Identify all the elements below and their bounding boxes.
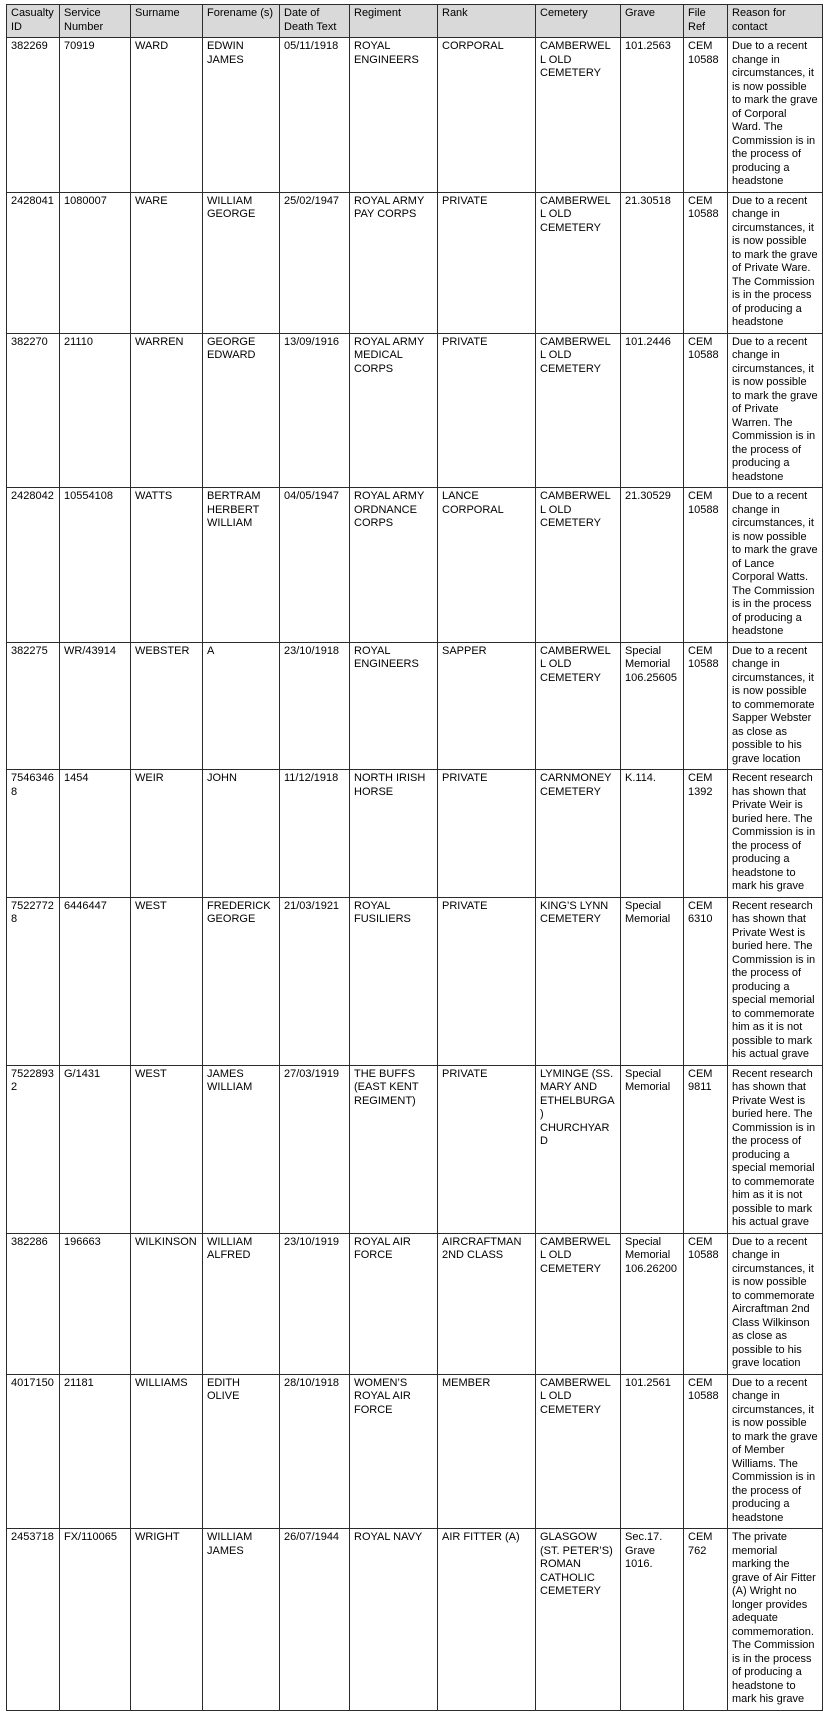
cell-service-number: 70919 [60,38,131,193]
cell-rank: MEMBER [438,1374,536,1529]
cell-service-number: FX/110065 [60,1529,131,1711]
cell-date-of-death: 05/11/1918 [280,38,350,193]
cell-file-ref: CEM 6310 [684,897,728,1065]
cell-file-ref: CEM 10588 [684,192,728,333]
cell-reason-for-contact: The private memorial marking the grave of Air Fitter (A) Wright no longer provides adequate commemoration. The Commission is in the process of producing a headstone to mark his grave [728,1529,823,1711]
table-row [7,1233,823,1374]
cell-casualty-id: 4017150 [7,1374,60,1529]
table-row [7,1065,823,1233]
cell-surname: WRIGHT [131,1529,203,1711]
cell-service-number: WR/43914 [60,642,131,770]
cell-regiment: ROYAL FUSILIERS [350,897,438,1065]
cell-forenames: BERTRAM HERBERT WILLIAM [203,488,280,643]
cell-surname: WATTS [131,488,203,643]
cell-grave: 101.2561 [621,1374,684,1529]
cell-date-of-death: 25/02/1947 [280,192,350,333]
cell-forenames: GEORGE EDWARD [203,333,280,488]
table-row [7,1374,823,1529]
cell-reason-for-contact: Due to a recent change in circumstances, it is now possible to mark the grave of Private Warren. The Commission is in the process of producing a headstone [728,333,823,488]
cell-regiment: WOMEN’S ROYAL AIR FORCE [350,1374,438,1529]
cell-surname: WARREN [131,333,203,488]
cell-reason-for-contact: Due to a recent change in circumstances, it is now possible to mark the grave of Corporal Ward. The Commission is in the process of producing a headstone [728,38,823,193]
cell-service-number: 1454 [60,770,131,898]
cell-rank: PRIVATE [438,192,536,333]
cell-service-number: 10554108 [60,488,131,643]
cell-cemetery: CAMBERWELL OLD CEMETERY [536,192,621,333]
cell-file-ref: CEM 10588 [684,488,728,643]
cell-casualty-id: 75228932 [7,1065,60,1233]
table-row [7,333,823,488]
cell-casualty-id: 75463468 [7,770,60,898]
column-header-casualty-id: Casualty ID [7,5,60,38]
cell-rank: PRIVATE [438,1065,536,1233]
cell-rank: PRIVATE [438,333,536,488]
cell-casualty-id: 75227728 [7,897,60,1065]
cell-forenames: WILLIAM GEORGE [203,192,280,333]
cell-forenames: WILLIAM ALFRED [203,1233,280,1374]
cell-casualty-id: 2428042 [7,488,60,643]
cell-grave: 101.2563 [621,38,684,193]
cell-date-of-death: 04/05/1947 [280,488,350,643]
cell-surname: WEIR [131,770,203,898]
table-row [7,488,823,643]
cell-forenames: EDITH OLIVE [203,1374,280,1529]
cell-file-ref: CEM 1392 [684,770,728,898]
cell-rank: LANCE CORPORAL [438,488,536,643]
cell-file-ref: CEM 9811 [684,1065,728,1233]
cell-cemetery: CAMBERWELL OLD CEMETERY [536,38,621,193]
cell-rank: PRIVATE [438,770,536,898]
cell-file-ref: CEM 10588 [684,1374,728,1529]
cell-date-of-death: 13/09/1916 [280,333,350,488]
cell-cemetery: CAMBERWELL OLD CEMETERY [536,333,621,488]
cell-cemetery: GLASGOW (ST. PETER’S) ROMAN CATHOLIC CEMETERY [536,1529,621,1711]
cell-casualty-id: 382286 [7,1233,60,1374]
cell-grave: Special Memorial 106.25605 [621,642,684,770]
cell-grave: Special Memorial [621,1065,684,1233]
cell-regiment: NORTH IRISH HORSE [350,770,438,898]
cell-rank: AIR FITTER (A) [438,1529,536,1711]
cell-regiment: ROYAL ENGINEERS [350,38,438,193]
cell-casualty-id: 2428041 [7,192,60,333]
cell-grave: Sec.17. Grave 1016. [621,1529,684,1711]
cell-date-of-death: 26/07/1944 [280,1529,350,1711]
column-header-surname: Surname [131,5,203,38]
cell-grave: K.114. [621,770,684,898]
cell-regiment: ROYAL AIR FORCE [350,1233,438,1374]
cell-rank: CORPORAL [438,38,536,193]
cell-reason-for-contact: Due to a recent change in circumstances, it is now possible to mark the grave of Member Williams. The Commission is in the process of producing a headstone [728,1374,823,1529]
column-header-forenames: Forename (s) [203,5,280,38]
cell-service-number: 196663 [60,1233,131,1374]
cell-cemetery: CARNMONEY CEMETERY [536,770,621,898]
cell-reason-for-contact: Recent research has shown that Private West is buried here. The Commission is in the process of producing a special memorial to commemorate him as it is not possible to mark his actual grave [728,897,823,1065]
cell-file-ref: CEM 10588 [684,642,728,770]
cell-surname: WEST [131,1065,203,1233]
cell-surname: WEST [131,897,203,1065]
cell-regiment: ROYAL ARMY ORDNANCE CORPS [350,488,438,643]
cell-date-of-death: 11/12/1918 [280,770,350,898]
cell-reason-for-contact: Due to a recent change in circumstances, it is now possible to commemorate Aircraftman 2nd Class Wilkinson as close as possible to his grave location [728,1233,823,1374]
cell-file-ref: CEM 10588 [684,333,728,488]
cell-casualty-id: 382270 [7,333,60,488]
cell-surname: WARD [131,38,203,193]
cell-service-number: 21110 [60,333,131,488]
cell-date-of-death: 21/03/1921 [280,897,350,1065]
cell-grave: 101.2446 [621,333,684,488]
cell-reason-for-contact: Recent research has shown that Private West is buried here. The Commission is in the process of producing a special memorial to commemorate him as it is not possible to mark his actual grave [728,1065,823,1233]
table-row [7,897,823,1065]
cell-grave: Special Memorial [621,897,684,1065]
cell-reason-for-contact: Due to a recent change in circumstances, it is now possible to commemorate Sapper Webster as close as possible to his grave location [728,642,823,770]
column-header-reason-for-contact: Reason for contact [728,5,823,38]
cell-service-number: 1080007 [60,192,131,333]
cell-cemetery: CAMBERWELL OLD CEMETERY [536,488,621,643]
table-body [7,38,823,1711]
cell-service-number: 21181 [60,1374,131,1529]
cell-reason-for-contact: Due to a recent change in circumstances, it is now possible to mark the grave of Private Ware. The Commission is in the process of producing a headstone [728,192,823,333]
cell-cemetery: CAMBERWELL OLD CEMETERY [536,1374,621,1529]
cell-reason-for-contact: Due to a recent change in circumstances, it is now possible to mark the grave of Lance Corporal Watts. The Commission is in the process of producing a headstone [728,488,823,643]
cell-forenames: EDWIN JAMES [203,38,280,193]
table-row [7,770,823,898]
cell-regiment: ROYAL ARMY MEDICAL CORPS [350,333,438,488]
column-header-rank: Rank [438,5,536,38]
cell-surname: WARE [131,192,203,333]
cell-casualty-id: 2453718 [7,1529,60,1711]
column-header-regiment: Regiment [350,5,438,38]
casualty-records-table [6,4,823,1711]
cell-surname: WILLIAMS [131,1374,203,1529]
cell-date-of-death: 27/03/1919 [280,1065,350,1233]
cell-regiment: ROYAL ENGINEERS [350,642,438,770]
cell-rank: PRIVATE [438,897,536,1065]
cell-grave: 21.30529 [621,488,684,643]
cell-reason-for-contact: Recent research has shown that Private Weir is buried here. The Commission is in the process of producing a headstone to mark his grave [728,770,823,898]
cell-regiment: ROYAL ARMY PAY CORPS [350,192,438,333]
table-row [7,192,823,333]
cell-forenames: WILLIAM JAMES [203,1529,280,1711]
cell-rank: AIRCRAFTMAN 2ND CLASS [438,1233,536,1374]
table-row [7,38,823,193]
cell-date-of-death: 23/10/1919 [280,1233,350,1374]
cell-cemetery: CAMBERWELL OLD CEMETERY [536,1233,621,1374]
cell-service-number: G/1431 [60,1065,131,1233]
cell-forenames: A [203,642,280,770]
cell-date-of-death: 23/10/1918 [280,642,350,770]
cell-regiment: ROYAL NAVY [350,1529,438,1711]
cell-forenames: FREDERICK GEORGE [203,897,280,1065]
cell-regiment: THE BUFFS (EAST KENT REGIMENT) [350,1065,438,1233]
cell-cemetery: KING’S LYNN CEMETERY [536,897,621,1065]
cell-file-ref: CEM 10588 [684,1233,728,1374]
table-header [7,5,823,38]
cell-casualty-id: 382269 [7,38,60,193]
column-header-file-ref: File Ref [684,5,728,38]
cell-surname: WEBSTER [131,642,203,770]
cell-file-ref: CEM 10588 [684,38,728,193]
column-header-cemetery: Cemetery [536,5,621,38]
column-header-service-number: Service Number [60,5,131,38]
cell-grave: Special Memorial 106.26200 [621,1233,684,1374]
table-row [7,642,823,770]
cell-grave: 21.30518 [621,192,684,333]
cell-casualty-id: 382275 [7,642,60,770]
cell-cemetery: LYMINGE (SS. MARY AND ETHELBURGA) CHURCHYARD [536,1065,621,1233]
cell-date-of-death: 28/10/1918 [280,1374,350,1529]
cell-cemetery: CAMBERWELL OLD CEMETERY [536,642,621,770]
table-row [7,1529,823,1711]
cell-forenames: JAMES WILLIAM [203,1065,280,1233]
cell-surname: WILKINSON [131,1233,203,1374]
cell-forenames: JOHN [203,770,280,898]
column-header-grave: Grave [621,5,684,38]
cell-service-number: 6446447 [60,897,131,1065]
cell-rank: SAPPER [438,642,536,770]
header-row [7,5,823,38]
column-header-date-of-death: Date of Death Text [280,5,350,38]
cell-file-ref: CEM 762 [684,1529,728,1711]
